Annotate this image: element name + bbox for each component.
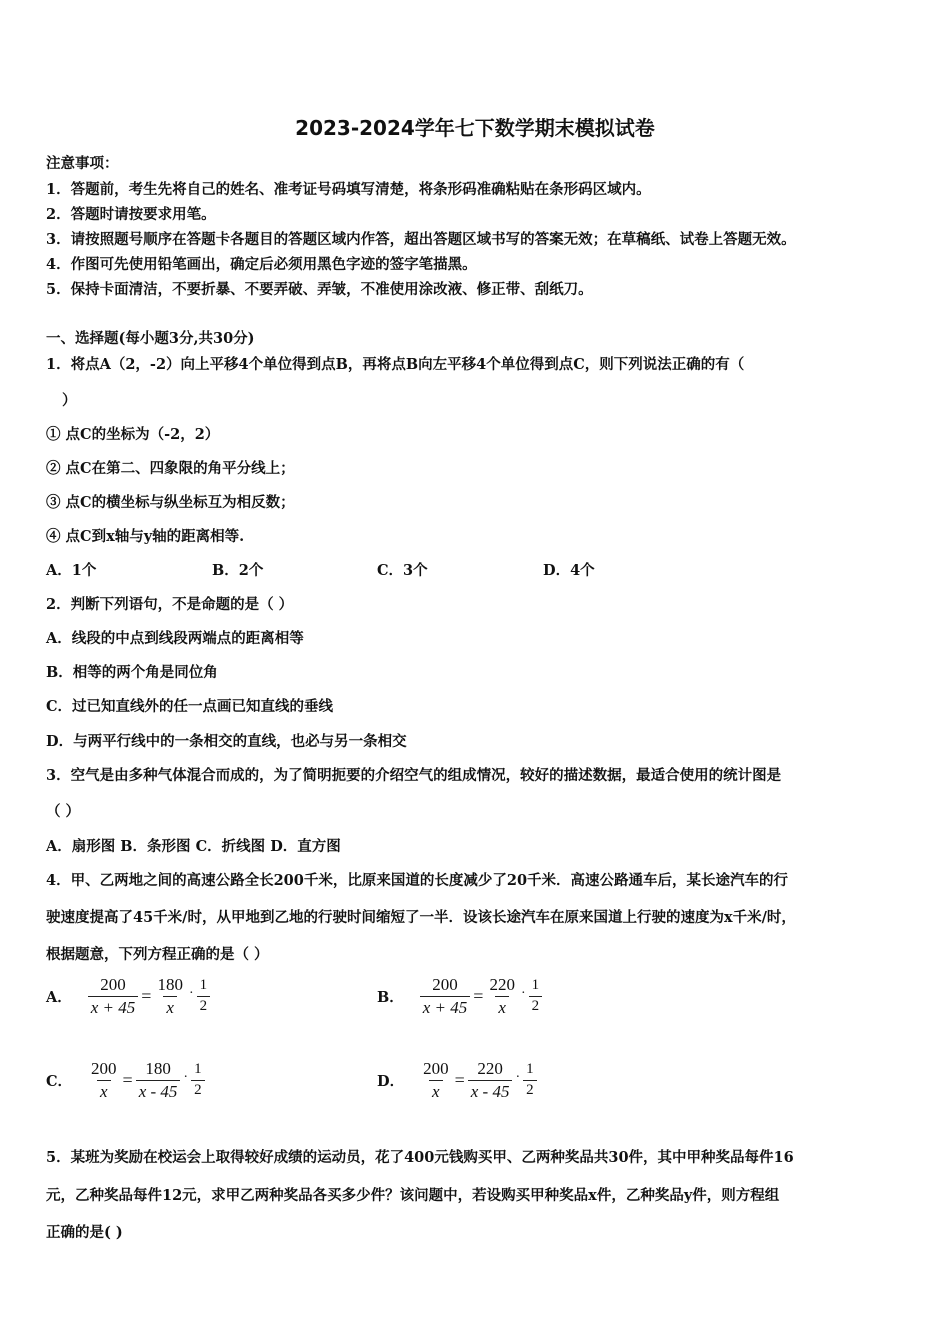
- q4-option-c: [46, 1059, 205, 1101]
- multiply-dot: ·: [515, 1070, 521, 1086]
- q1-statement-4: ④ 点C到x轴与y轴的距离相等.: [46, 528, 245, 545]
- q3-stem: 3．空气是由多种气体混合而成的，为了简明扼要的介绍空气的组成情况，较好的描述数据，最适合使用的统计图是: [46, 767, 782, 784]
- q1-option-b: B．2个: [212, 562, 264, 579]
- equals-sign: =: [473, 985, 484, 1006]
- q2-stem: 2．判断下列语句，不是命题的是（ ）: [46, 596, 294, 613]
- fraction: $\frac{200}{x}$: [91, 1059, 117, 1101]
- option-label: B．: [377, 988, 404, 1006]
- fraction: $\frac{200}{x + 45}$: [420, 975, 471, 1017]
- fraction: $\frac{180}{x}$: [157, 975, 183, 1017]
- q1-statement-3: ③ 点C的横坐标与纵坐标互为相反数；: [46, 494, 295, 511]
- q3-options: A．扇形图 B．条形图 C．折线图 D．直方图: [46, 838, 341, 855]
- q4-stem-line-3: 根据题意，下列方程正确的是（ ）: [46, 946, 269, 963]
- multiply-dot: ·: [520, 986, 526, 1002]
- q5-stem-line-3: 正确的是( ): [46, 1224, 123, 1241]
- q1-stem-cont: ）: [62, 392, 77, 409]
- fraction: $\frac{1}{2}$: [523, 1061, 537, 1099]
- option-label: D．: [377, 1072, 405, 1090]
- equals-sign: =: [122, 1069, 133, 1090]
- fraction: $\frac{220}{x}$: [489, 975, 515, 1017]
- page-title: 2023-2024学年七下数学期末模拟试卷: [295, 116, 655, 140]
- q1-option-d: D．4个: [543, 562, 595, 579]
- q5-stem-line-2: 元，乙种奖品每件12元，求甲乙两种奖品各买多少件？该问题中，若设购买甲种奖品x件，乙种奖品y件，则方程组: [46, 1187, 780, 1204]
- q3-stem-cont: （ ）: [46, 803, 81, 820]
- q2-option-c: C．过已知直线外的任一点画已知直线的垂线: [46, 698, 334, 715]
- q1-option-c: C．3个: [377, 562, 428, 579]
- option-label: A．: [46, 988, 72, 1006]
- multiply-dot: ·: [183, 1070, 189, 1086]
- notice-heading: 注意事项：: [46, 155, 119, 172]
- multiply-dot: ·: [188, 986, 194, 1002]
- q2-option-a: A．线段的中点到线段两端点的距离相等: [46, 630, 304, 647]
- notice-item: 3．请按照题号顺序在答题卡各题目的答题区域内作答，超出答题区域书写的答案无效；在草稿纸、试卷上答题无效。: [46, 231, 796, 248]
- q2-option-d: D．与两平行线中的一条相交的直线，也必与另一条相交: [46, 733, 407, 750]
- fraction: $\frac{1}{2}$: [529, 977, 543, 1015]
- fraction: $\frac{1}{2}$: [197, 977, 211, 1015]
- equals-sign: =: [454, 1069, 465, 1090]
- q4-stem-line-2: 驶速度提高了45千米/时，从甲地到乙地的行驶时间缩短了一半．设该长途汽车在原来国道上行驶的速度为x千米/时，: [46, 909, 796, 926]
- q1-option-a: A．1个: [46, 562, 97, 579]
- q4-option-d: [377, 1059, 537, 1101]
- section-heading: 一、选择题(每小题3分,共30分): [46, 330, 255, 347]
- q1-stem: 1．将点A（2，-2）向上平移4个单位得到点B，再将点B向左平移4个单位得到点C，则下列说法正确的有（: [46, 356, 745, 373]
- q4-option-a: [46, 975, 210, 1017]
- q1-statement-2: ② 点C在第二、四象限的角平分线上；: [46, 460, 295, 477]
- notice-item: 4．作图可先使用铅笔画出，确定后必须用黑色字迹的签字笔描黑。: [46, 256, 477, 273]
- q4-stem-line-1: 4．甲、乙两地之间的高速公路全长200千米，比原来国道的长度减少了20千米．高速公路通车后，某长途汽车的行: [46, 872, 789, 889]
- q1-statement-1: ① 点C的坐标为（-2，2）: [46, 426, 220, 443]
- fraction: $\frac{200}{x}$: [423, 1059, 449, 1101]
- option-label: C．: [46, 1072, 73, 1090]
- fraction: $\frac{200}{x + 45}$: [88, 975, 139, 1017]
- notice-item: 1．答题前，考生先将自己的姓名、准考证号码填写清楚，将条形码准确粘贴在条形码区域内。: [46, 181, 651, 198]
- q5-stem-line-1: 5．某班为奖励在校运会上取得较好成绩的运动员，花了400元钱购买甲、乙两种奖品共30件，其中甲种奖品每件16: [46, 1149, 794, 1166]
- q4-option-b: [377, 975, 542, 1017]
- notice-item: 2．答题时请按要求用笔。: [46, 206, 216, 223]
- fraction: $\frac{180}{x - 45}$: [136, 1059, 181, 1101]
- notice-item: 5．保持卡面清洁，不要折暴、不要弄破、弄皱，不准使用涂改液、修正带、刮纸刀。: [46, 281, 593, 298]
- q2-option-b: B．相等的两个角是同位角: [46, 664, 218, 681]
- fraction: $\frac{1}{2}$: [191, 1061, 205, 1099]
- equals-sign: =: [141, 985, 152, 1006]
- fraction: $\frac{220}{x - 45}$: [468, 1059, 513, 1101]
